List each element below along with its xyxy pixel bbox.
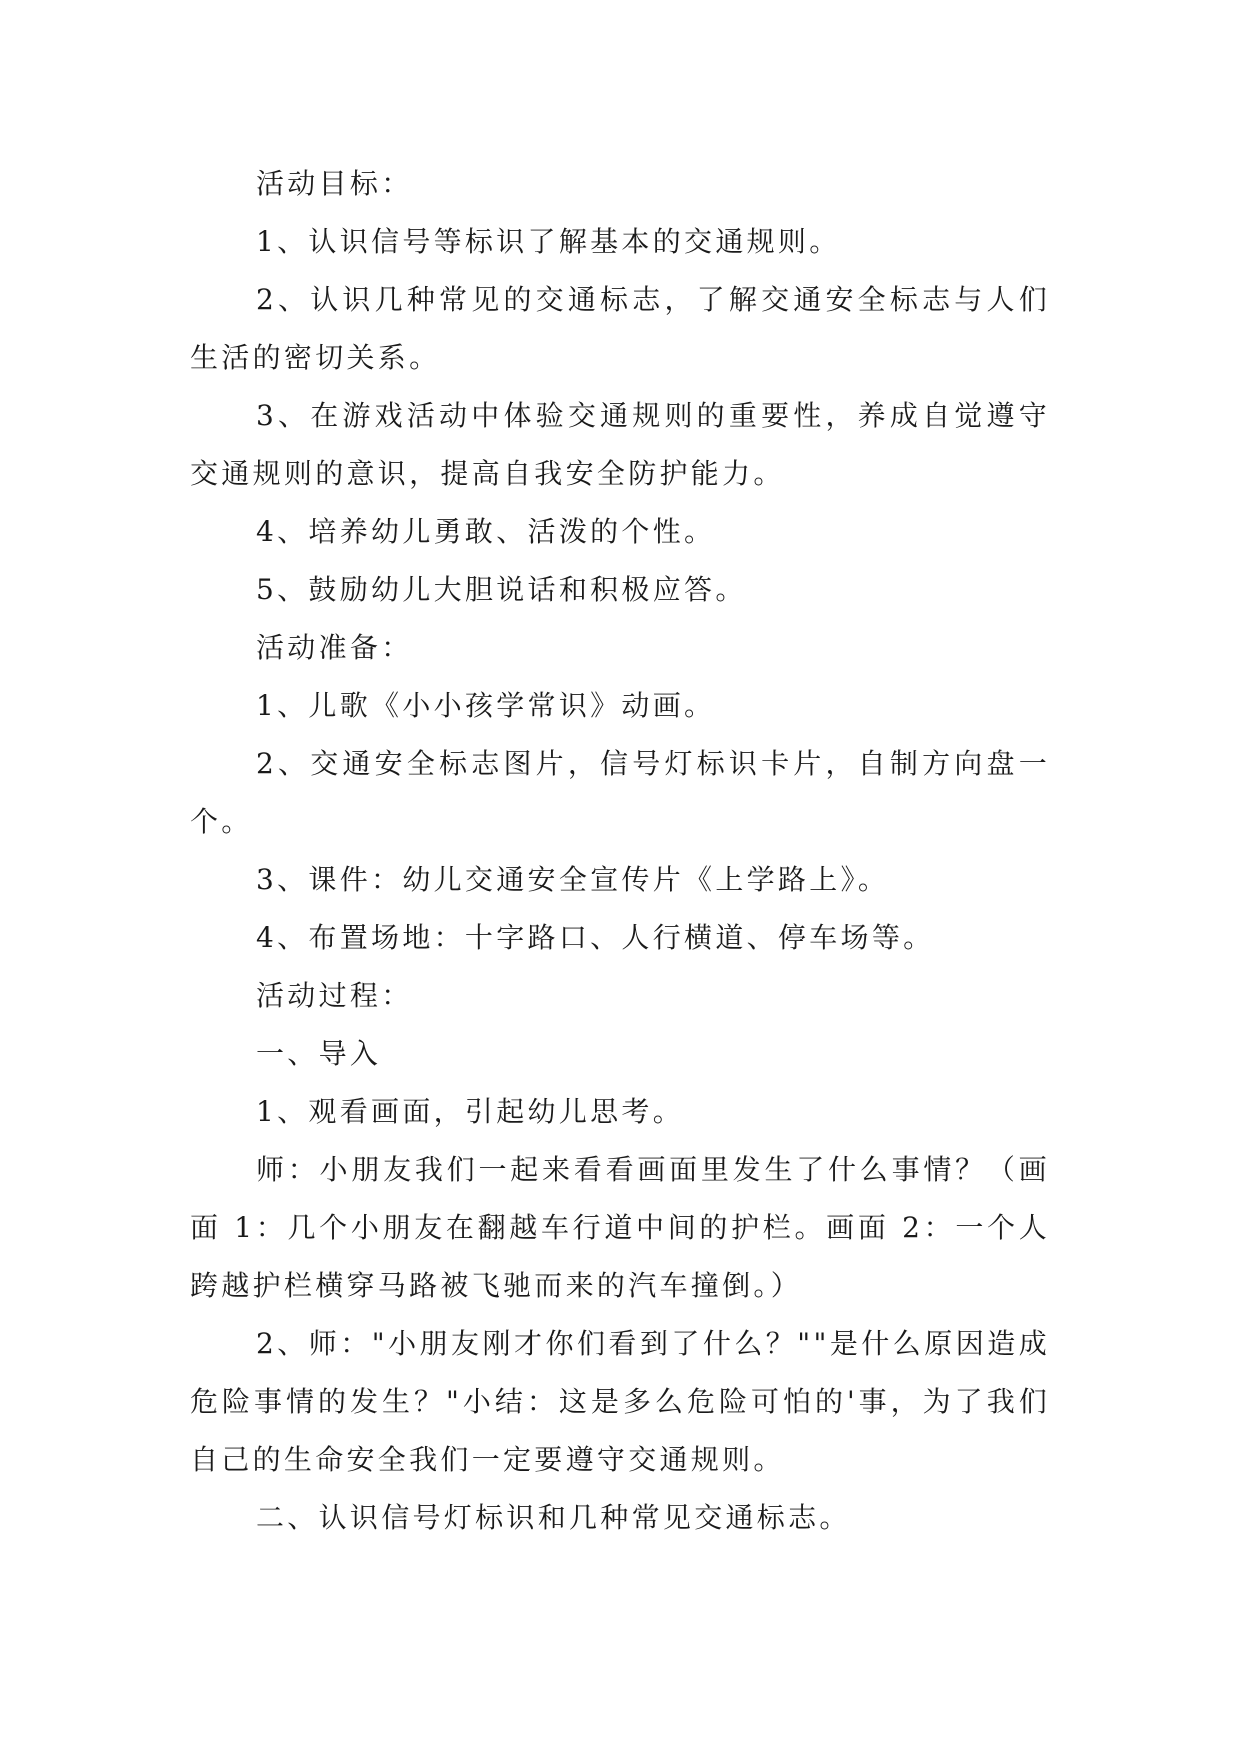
goal-item-3: 3、在游戏活动中体验交通规则的重要性，养成自觉遵守交通规则的意识，提高自我安全防护能力。	[190, 399, 1050, 490]
teacher-question-paragraph: 师：小朋友我们一起来看看画面里发生了什么事情？（画面 1：几个小朋友在翻越车行道中间的护栏。画面 2：一个人跨越护栏横穿马路被飞驰而来的汽车撞倒。）	[190, 1153, 1050, 1302]
process-section-intro: 一、导入	[256, 1037, 382, 1070]
process-step-1: 1、观看画面，引起幼儿思考。	[256, 1095, 685, 1128]
prep-item-1: 1、儿歌《小小孩学常识》动画。	[256, 689, 716, 722]
goal-item-5: 5、鼓励幼儿大胆说话和积极应答。	[256, 573, 747, 606]
heading-activity-goals: 活动目标：	[256, 167, 413, 200]
prep-item-3: 3、课件：幼儿交通安全宣传片《上学路上》。	[256, 863, 890, 896]
goal-item-2: 2、认识几种常见的交通标志，了解交通安全标志与人们生活的密切关系。	[190, 283, 1050, 374]
process-step-2: 2、师："小朋友刚才你们看到了什么？""是什么原因造成危险事情的发生？"小结：这是多么危险可怕的'事，为了我们自己的生命安全我们一定要遵守交通规则。	[190, 1327, 1050, 1476]
heading-activity-process: 活动过程：	[256, 979, 413, 1012]
goal-item-4: 4、培养幼儿勇敢、活泼的个性。	[256, 515, 716, 548]
goal-item-1: 1、认识信号等标识了解基本的交通规则。	[256, 225, 841, 258]
document-page	[190, 155, 1050, 1547]
prep-item-4: 4、布置场地：十字路口、人行横道、停车场等。	[256, 921, 935, 954]
heading-activity-preparation: 活动准备：	[256, 631, 413, 664]
process-section-two: 二、认识信号灯标识和几种常见交通标志。	[256, 1501, 851, 1534]
prep-item-2: 2、交通安全标志图片，信号灯标识卡片，自制方向盘一个。	[190, 747, 1050, 838]
